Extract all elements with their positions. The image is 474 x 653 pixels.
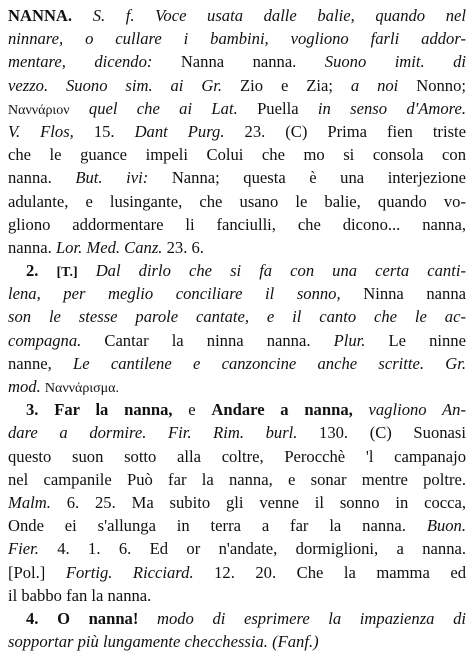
conjunction: e [188, 400, 196, 420]
text-line [8, 213, 466, 236]
example-text: Nanna nanna. [180, 52, 297, 72]
quotation-text: 6. 25. Ma subito gli venne il sonno in cocca, [66, 492, 466, 512]
example-text: Puella [257, 98, 299, 118]
quotation-text: 23. (C) Prima fien triste [244, 121, 466, 141]
text-line [8, 259, 466, 282]
definition-text: Dal dirlo che si fa con una certa canti- [95, 261, 466, 281]
text-line [8, 282, 466, 305]
phrase-headword: Far la nanna, [54, 400, 173, 420]
text-line [8, 120, 466, 143]
definition-text: Voce usata dalle balie, quando nel [155, 6, 466, 25]
example-text: Le ninne [388, 330, 466, 350]
citation-source: Dant Purg. [134, 121, 225, 141]
text-line [8, 630, 466, 653]
text-line [8, 166, 466, 189]
definition-text: mod. [8, 377, 41, 396]
definition-text: son le stesse parole cantate, e il canto che le ac- [8, 307, 466, 327]
headword: NANNA. [8, 6, 73, 25]
example-text: Cantar la ninna nanna. [104, 330, 311, 350]
text-line [8, 584, 466, 607]
text-line [8, 143, 466, 166]
quotation-text: Onde ei s'allunga in terra a far la nanna. [8, 516, 406, 536]
example-text: nanne, [8, 353, 52, 373]
citation-source: Malm. [8, 492, 51, 512]
text-line [8, 561, 466, 584]
definition-text: ninnare, o cullare i bambini, vogliono farli addor- [8, 29, 466, 49]
definition-text: in senso d'Amore. [317, 98, 466, 118]
entry-nanna [8, 4, 466, 259]
quotation-text: 130. (C) Suonasi [319, 423, 466, 443]
citation-source: Fier. [8, 539, 39, 559]
sense-4 [8, 607, 466, 653]
example-text: Ninna nanna [363, 284, 466, 304]
definition-text: sopportar più lungamente checchessia. [8, 632, 268, 652]
text-line [8, 445, 466, 468]
definition-text: quel che ai Lat. [88, 98, 238, 118]
text-line [8, 190, 466, 213]
quotation-text: adulante, e lusingante, che usano le balie, quando vo- [8, 191, 466, 211]
citation-source: Fortig. Ricciard. [65, 562, 194, 582]
definition-text: vagliono An- [368, 400, 466, 420]
text-line [8, 375, 466, 398]
definition-text: compagna. [8, 330, 82, 350]
sense-number: 4. [26, 608, 39, 628]
citation-source: Lor. Med. Canz. [55, 237, 163, 257]
definition-text: modo di esprimere la impazienza di [156, 608, 466, 628]
text-line [8, 468, 466, 491]
text-line [8, 398, 466, 421]
sense-number: 3. [26, 400, 39, 420]
phrase-headword: O nanna! [57, 608, 139, 628]
citation-source: Buon. [426, 516, 466, 536]
greek-word: Ναννάριον [8, 102, 70, 118]
greek-word: Ναννάρισμα. [44, 381, 119, 396]
quotation-text: il babbo fan la nanna. [8, 585, 152, 605]
text-line [8, 50, 466, 73]
definition-text: vezzo. Suono sim. ai Gr. [8, 75, 223, 95]
quotation-text: 4. 1. 6. Ed or n'andate, dormiglioni, a nanna. [57, 539, 466, 559]
sense-2 [8, 259, 466, 398]
definition-text: dare a dormire. Fir. Rim. burl. [8, 423, 298, 443]
example-text: Zio e Zia; [240, 75, 333, 95]
citation-ref: 23. 6. [166, 237, 204, 257]
text-line [8, 305, 466, 328]
definition-text: a noi [350, 75, 399, 95]
quotation-text: nanna. [8, 168, 52, 188]
text-line [8, 421, 466, 444]
definition-text: mentare, dicendo: [8, 52, 153, 72]
phrase-headword: Andare a nanna, [211, 400, 353, 420]
text-line [8, 352, 466, 375]
example-text: Nonno; [416, 75, 466, 95]
citation-source: V. Flos, [8, 121, 74, 141]
definition-text: Le cantilene e canzoncine anche scritte. Gr. [73, 353, 466, 373]
quotation-text: Nanna; questa è una interjezione [171, 168, 466, 188]
citation-source: But. ivi: [75, 168, 149, 188]
text-line [8, 491, 466, 514]
text-line [8, 607, 466, 630]
quotation-text: nanna. [8, 237, 52, 257]
quotation-text: che le guance impeli Colui che mo si consola con [8, 145, 466, 165]
text-line [8, 27, 466, 50]
citation-source: (Fanf.) [272, 632, 319, 652]
text-line [8, 4, 466, 27]
editor-tag: [T.] [56, 265, 78, 281]
grammar-label: S. f. [92, 6, 135, 25]
text-line [8, 514, 466, 537]
quotation-text: 12. 20. Che la mamma ed [214, 562, 466, 582]
text-line [8, 329, 466, 352]
grammar-label: Plur. [333, 330, 366, 350]
editor-tag: [Pol.] [8, 562, 46, 582]
sense-3 [8, 398, 466, 607]
text-line [8, 537, 466, 560]
citation-ref: 15. [93, 121, 115, 141]
text-line [8, 74, 466, 97]
sense-number: 2. [26, 261, 39, 281]
quotation-text: nel campanile Può far la nanna, e sonar mentre poltre. [8, 469, 466, 489]
definition-text: lena, per meglio conciliare il sonno, [8, 284, 341, 304]
quotation-text: gliono addormentare li fanciulli, che dicono... nanna, [8, 214, 466, 234]
text-line [8, 97, 466, 120]
quotation-text: questo suon sotto alla coltre, Perocchè 'l campanajo [8, 446, 466, 466]
definition-text: Suono imit. di [324, 52, 466, 72]
text-line [8, 236, 466, 259]
